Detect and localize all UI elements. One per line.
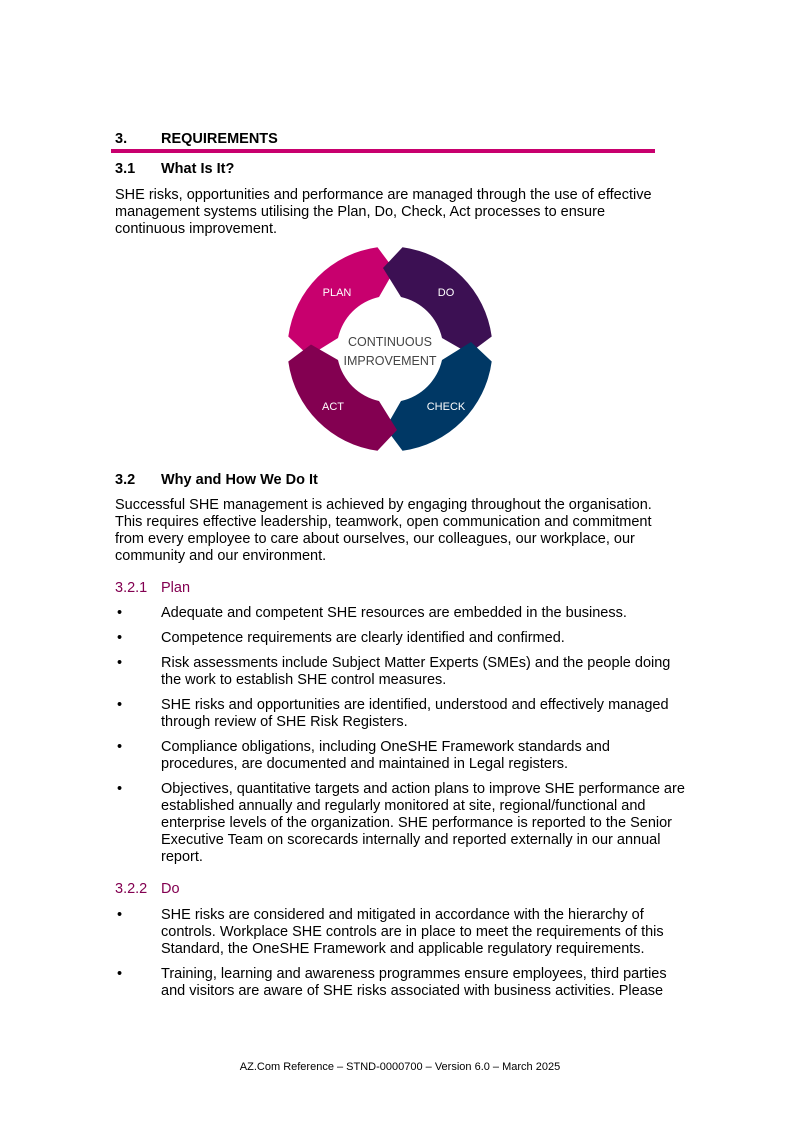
bullet-marker: • (117, 781, 123, 797)
plan-bullet-list (115, 605, 690, 874)
section-number: 3. (115, 131, 128, 147)
do-label: DO (437, 287, 455, 299)
subsubsection-heading-3-2-1 (115, 580, 190, 596)
bullet-marker: • (117, 605, 123, 621)
list-item (115, 966, 690, 1000)
bullet-marker: • (117, 907, 123, 923)
section-rule (111, 149, 655, 153)
list-item (115, 697, 690, 731)
list-item (115, 630, 690, 647)
list-item-text: Training, learning and awareness programmes ensure employees, third parties and visitors are aware of SHE risks associated with business activities. Please (161, 966, 667, 999)
subsection-heading-3-2 (115, 472, 318, 488)
paragraph-what-is-it: SHE risks, opportunities and performance are managed through the use of effective management systems utilising the Plan, Do, Check, Act processes to ensure continuous improvement. (115, 187, 652, 237)
list-item (115, 739, 690, 773)
list-item-text: Risk assessments include Subject Matter Experts (SMEs) and the people doing the work to establish SHE control measures. (161, 655, 671, 688)
subsubsection-number: 3.2.1 (115, 580, 148, 596)
list-item-text: SHE risks are considered and mitigated in accordance with the hierarchy of controls. Workplace SHE controls are in place to meet the requirements of this Standard, the OneSHE Framework and applicable regulatory requirements. (161, 907, 664, 957)
subsubsection-heading-3-2-2 (115, 881, 180, 897)
do-bullet-list (115, 907, 690, 1008)
bullet-marker: • (117, 739, 123, 755)
plan-label: PLAN (322, 287, 352, 299)
paragraph-why-how: Successful SHE management is achieved by engaging throughout the organisation. This requires effective leadership, teamwork, open communication and commitment from every employee to care about ourselves, our colleagues, our workplace, our community and our environment. (115, 497, 652, 564)
section-title: REQUIREMENTS (161, 131, 278, 147)
bullet-marker: • (117, 655, 123, 671)
subsection-heading-3-1 (115, 161, 234, 177)
center-label-line1: CONTINUOUS (347, 335, 433, 349)
list-item (115, 781, 690, 866)
section-heading (115, 131, 655, 147)
pdca-cycle-diagram (285, 243, 495, 455)
act-label: ACT (322, 401, 344, 413)
subsubsection-title: Plan (161, 580, 191, 596)
list-item-text: Compliance obligations, including OneSHE Framework standards and procedures, are documented and maintained in Legal registers. (161, 739, 610, 772)
list-item (115, 655, 690, 689)
subsubsection-number: 3.2.2 (115, 881, 148, 897)
list-item (115, 907, 690, 958)
page-footer: AZ.Com Reference – STND-0000700 – Version 6.0 – March 2025 (239, 1061, 561, 1073)
bullet-marker: • (117, 966, 123, 982)
center-label-line2: IMPROVEMENT (343, 354, 437, 368)
list-item (115, 605, 690, 622)
list-item-text: Adequate and competent SHE resources are embedded in the business. (161, 605, 627, 621)
list-item-text: Competence requirements are clearly identified and confirmed. (161, 630, 565, 646)
subsection-title: What Is It? (161, 161, 235, 177)
check-label: CHECK (426, 401, 466, 413)
list-item-text: Objectives, quantitative targets and action plans to improve SHE performance are established annually and regularly monitored at site, regional/functional and enterprise levels of the organization. SHE performance is reported to the Senior Executive Team on scorecards internally and reported externally in our annual report. (161, 781, 685, 865)
bullet-marker: • (117, 630, 123, 646)
subsection-number: 3.2 (115, 472, 136, 488)
subsection-title: Why and How We Do It (161, 472, 318, 488)
list-item-text: SHE risks and opportunities are identified, understood and effectively managed through review of SHE Risk Registers. (161, 697, 669, 730)
subsection-number: 3.1 (115, 161, 136, 177)
bullet-marker: • (117, 697, 123, 713)
subsubsection-title: Do (161, 881, 180, 897)
